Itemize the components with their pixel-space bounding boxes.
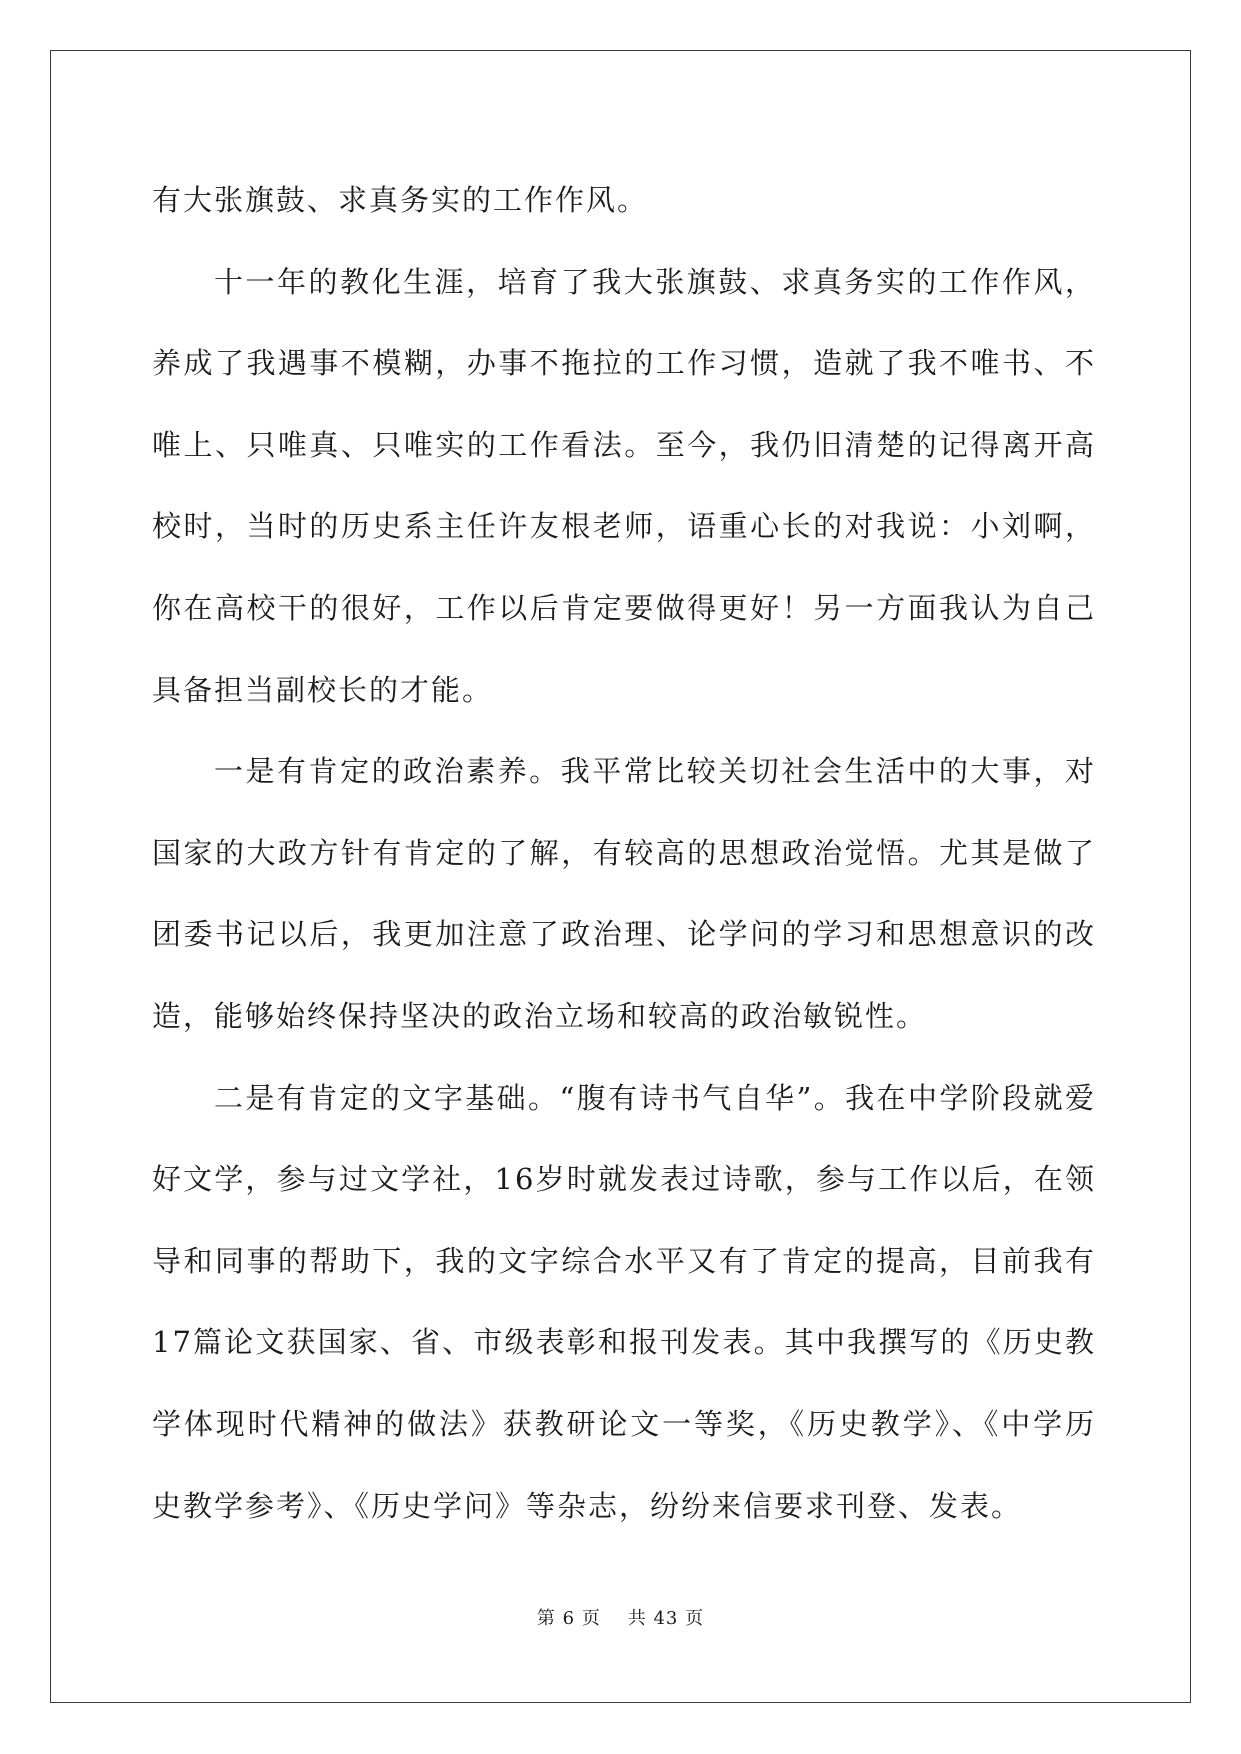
document-body bbox=[152, 160, 1096, 1547]
paragraph-1: 有大张旗鼓、求真务实的工作作风。 bbox=[152, 183, 649, 217]
paragraph-3: 一是有肯定的政治素养。我平常比较关切社会生活中的大事，对国家的大政方针有肯定的了解，有较高的思想政治觉悟。尤其是做了团委书记以后，我更加注意了政治理、论学问的学习和思想意识的改造，能够始终保持坚决的政治立场和较高的政治敏锐性。 bbox=[152, 754, 1096, 1033]
page-footer bbox=[0, 1604, 1241, 1630]
paragraph-4: 二是有肯定的文字基础。“腹有诗书气自华”。我在中学阶段就爱好文学，参与过文学社，16岁时就发表过诗歌，参与工作以后，在领导和同事的帮助下，我的文字综合水平又有了肯定的提高，目前我有17篇论文获国家、省、市级表彰和报刊发表。其中我撰写的《历史教学体现时代精神的做法》获教研论文一等奖，《历史教学》、《中学历史教学参考》、《历史学问》等杂志，纷纷来信要求刊登、发表。 bbox=[152, 1080, 1096, 1523]
page-total: 共 43 页 bbox=[627, 1608, 705, 1629]
paragraph-2: 十一年的教化生涯，培育了我大张旗鼓、求真务实的工作作风，养成了我遇事不模糊，办事不拖拉的工作习惯，造就了我不唯书、不唯上、只唯真、只唯实的工作看法。至今，我仍旧清楚的记得离开高校时，当时的历史系主任许友根老师，语重心长的对我说：小刘啊，你在高校干的很好，工作以后肯定要做得更好！另一方面我认为自己具备担当副校长的才能。 bbox=[152, 264, 1096, 707]
page-number: 第 6 页 bbox=[536, 1608, 601, 1629]
